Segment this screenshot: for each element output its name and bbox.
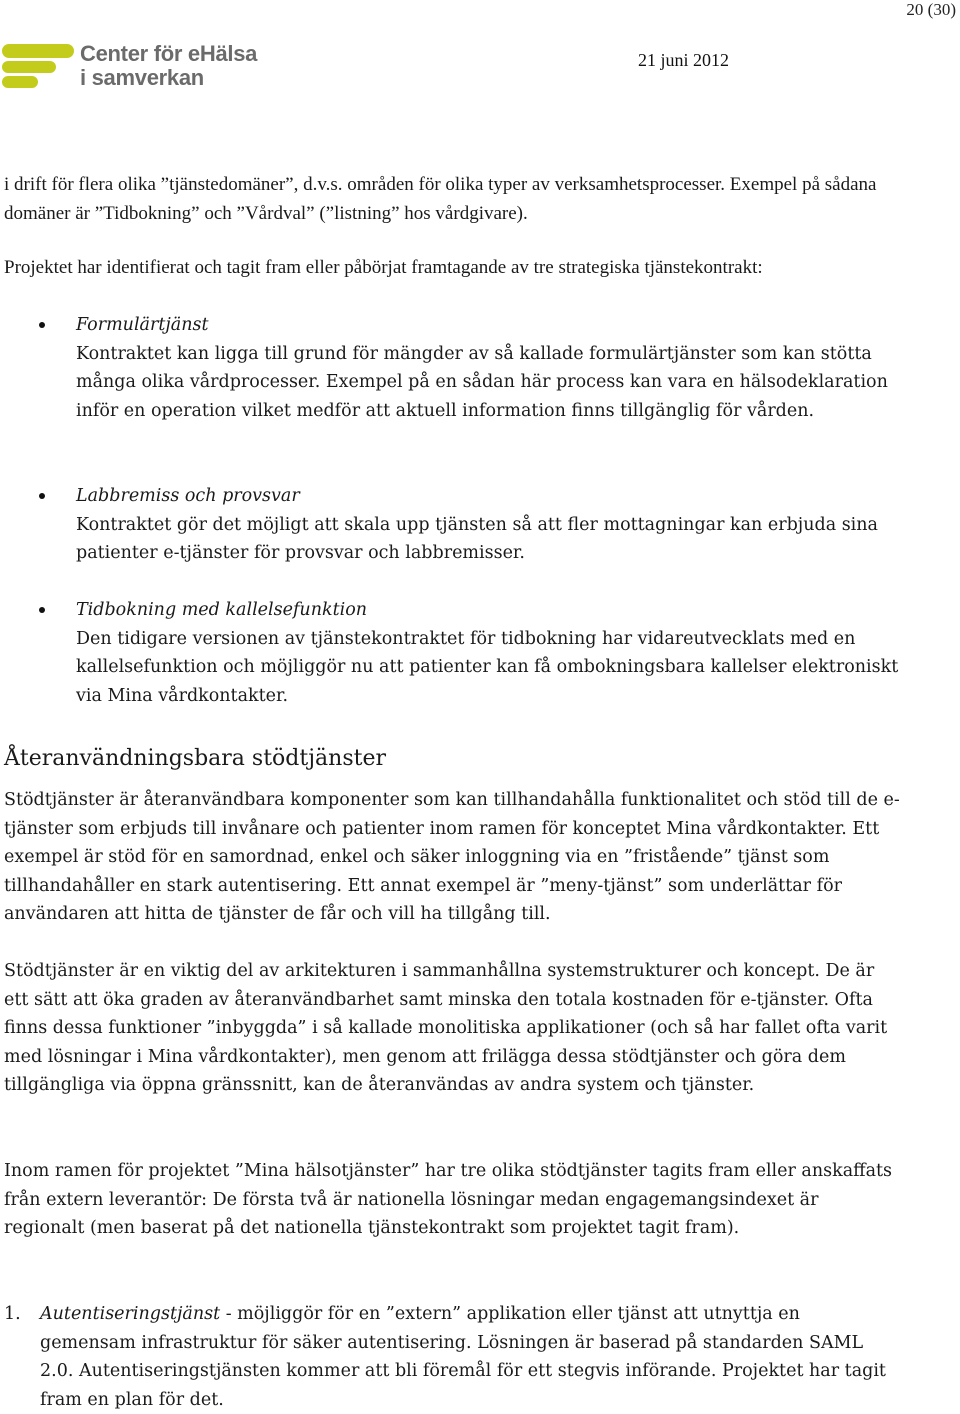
bullet-body: Kontraktet kan ligga till grund för mängder av så kallade formulärtjänster som kan stötta många olika vårdprocesser. Exempel på en sådan här process kan vara en hälsodeklaration inför en operation vilket medför att aktuell information finns tillgänglig för vården. bbox=[76, 343, 888, 421]
logo-mark-icon bbox=[2, 44, 74, 90]
list-number: 1. bbox=[4, 1304, 21, 1324]
paragraph: Inom ramen för projektet ”Mina hälsotjänster” har tre olika stödtjänster tagits fram eller anskaffats från extern leverantör: De första två är nationella lösningar medan engagemangsindexet är regionalt (men baserat på det nationella tjänstekontrakt som projektet tagit fram). bbox=[4, 1161, 893, 1238]
bullet-body: Kontraktet gör det möjligt att skala upp tjänsten så att fler mottagningar kan erbjuda sina patienter e-tjänster för provsvar och labbremisser. bbox=[76, 514, 878, 563]
bullet-title: Tidbokning med kallelsefunktion bbox=[76, 600, 368, 620]
bullet-title: Formulärtjänst bbox=[76, 315, 209, 335]
document-date: 21 juni 2012 bbox=[638, 50, 730, 70]
paragraph: Stödtjänster är återanvändbara komponenter som kan tillhandahålla funktionalitet och stöd till de e-tjänster som erbjuds till invånare och patienter inom ramen för konceptet Mina vårdkontakter. Ett exempel är stöd för en samordnad, enkel och säker inloggning via en ”fristående” tjänst som tillhandahåller en stark autentisering. Ett annat exempel är ”meny-tjänst” som underlättar för användaren att hitta de tjänster de får och vill ha tillgång till. bbox=[4, 790, 900, 924]
paragraph-intro: Projektet har identifierat och tagit fram eller påbörjat framtagande av tre strategiska tjänstekontrakt: bbox=[4, 257, 763, 278]
page-number: 20 (30) bbox=[906, 0, 956, 19]
bullet-dot-icon bbox=[39, 322, 45, 328]
bullet-dot-icon bbox=[39, 607, 45, 613]
list-item-title: Autentiseringstjänst bbox=[40, 1304, 221, 1324]
numbered-list-item bbox=[4, 1300, 900, 1414]
paragraph-continuation: i drift för flera olika ”tjänstedomäner”, d.v.s. områden för olika typer av verksamhetsprocesser. Exempel på sådana domäner är ”Tidbokning” och ”Vårdval” (”listning” hos vårdgivare). bbox=[4, 174, 877, 224]
organization-logo bbox=[2, 42, 262, 92]
paragraph: Stödtjänster är en viktig del av arkitekturen i sammanhållna systemstrukturer och koncept. De är ett sätt att öka graden av återanvändbarhet samt minska den totala kostnaden för e-tjänster. Ofta finns dessa funktioner ”inbyggda” i så kallade monolitiska applikationer (och så har fallet ofta varit med lösningar i Mina vårdkontakter), men genom att frilägga dessa stödtjänster och göra dem tillgängliga via öppna gränssnitt, kan de återanvändas av andra system och tjänster. bbox=[4, 961, 888, 1095]
section-heading: Återanvändningsbara stödtjänster bbox=[4, 746, 386, 771]
bullet-dot-icon bbox=[39, 493, 45, 499]
bullet-item bbox=[76, 482, 906, 568]
bullet-item bbox=[76, 596, 906, 710]
list-item-body: - möjliggör för en ”extern” applikation eller tjänst att utnyttja en gemensam infrastruktur för säker autentisering. Lösningen är baserad på standarden SAML 2.0. Autentiseringstjänsten kommer att bli föremål för ett stegvis införande. Projektet har tagit fram en plan för det. bbox=[40, 1304, 886, 1410]
logo-line-1: Center för eHälsa bbox=[80, 41, 258, 66]
bullet-title: Labbremiss och provsvar bbox=[76, 486, 300, 506]
bullet-item bbox=[76, 311, 906, 425]
logo-line-2: i samverkan bbox=[80, 65, 204, 90]
bullet-body: Den tidigare versionen av tjänstekontraktet för tidbokning har vidareutvecklats med en kallelsefunktion och möjliggör nu att patienter kan få ombokningsbara kallelser elektroniskt via Mina vårdkontakter. bbox=[76, 628, 899, 706]
